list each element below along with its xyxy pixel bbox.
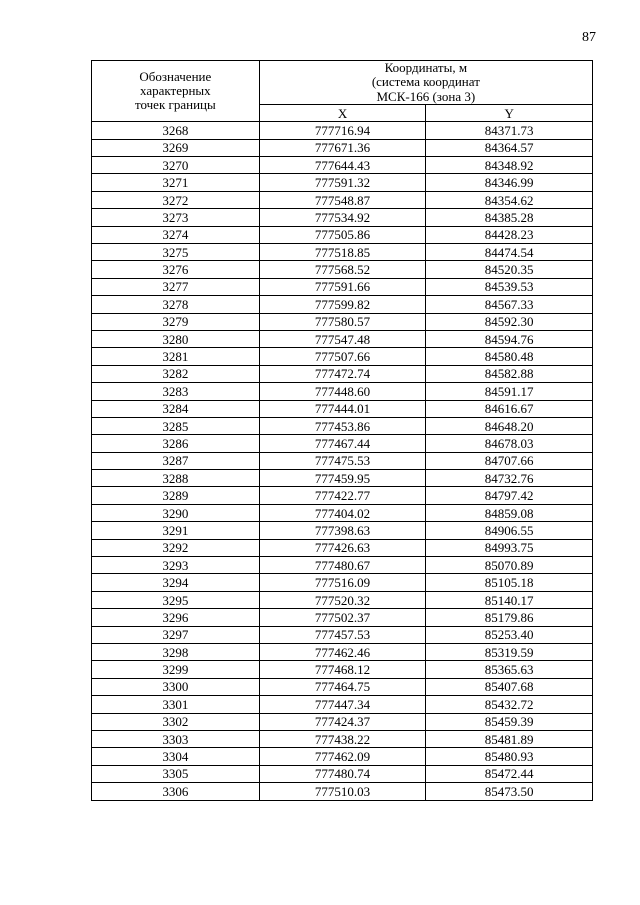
y-coordinate-cell: 84354.62 xyxy=(426,191,593,208)
y-coordinate-cell: 85140.17 xyxy=(426,591,593,608)
y-coordinate-cell: 85459.39 xyxy=(426,713,593,730)
table-row xyxy=(92,417,593,434)
point-id-cell: 3282 xyxy=(92,365,260,382)
table-row xyxy=(92,278,593,295)
x-coordinate-cell: 777534.92 xyxy=(259,209,426,226)
table-row xyxy=(92,522,593,539)
y-coordinate-cell: 84539.53 xyxy=(426,278,593,295)
header-points-line: характерных xyxy=(140,82,211,98)
table-row xyxy=(92,661,593,678)
y-coordinate-cell: 84428.23 xyxy=(426,226,593,243)
point-id-cell: 3278 xyxy=(92,296,260,313)
table-row xyxy=(92,313,593,330)
y-coordinate-cell: 85070.89 xyxy=(426,557,593,574)
x-coordinate-cell: 777468.12 xyxy=(259,661,426,678)
point-id-cell: 3292 xyxy=(92,539,260,556)
y-coordinate-cell: 84364.57 xyxy=(426,139,593,156)
x-coordinate-cell: 777464.75 xyxy=(259,678,426,695)
point-id-cell: 3295 xyxy=(92,591,260,608)
y-coordinate-cell: 84993.75 xyxy=(426,539,593,556)
point-id-cell: 3303 xyxy=(92,730,260,747)
y-coordinate-cell: 84707.66 xyxy=(426,452,593,469)
page-number: 87 xyxy=(582,30,596,45)
x-coordinate-cell: 777472.74 xyxy=(259,365,426,382)
x-coordinate-cell: 777520.32 xyxy=(259,591,426,608)
table-row xyxy=(92,730,593,747)
table-row xyxy=(92,504,593,521)
point-id-cell: 3276 xyxy=(92,261,260,278)
header-x: X xyxy=(259,104,426,121)
header-coords-line: (система координат xyxy=(371,74,480,90)
y-coordinate-cell: 84616.67 xyxy=(426,400,593,417)
table-row xyxy=(92,765,593,782)
table-row xyxy=(92,783,593,800)
point-id-cell: 3296 xyxy=(92,609,260,626)
y-coordinate-cell: 84648.20 xyxy=(426,417,593,434)
x-coordinate-cell: 777475.53 xyxy=(259,452,426,469)
point-id-cell: 3305 xyxy=(92,765,260,782)
table-row xyxy=(92,678,593,695)
table-row xyxy=(92,539,593,556)
x-coordinate-cell: 777462.46 xyxy=(259,644,426,661)
y-coordinate-cell: 85253.40 xyxy=(426,626,593,643)
table-row xyxy=(92,365,593,382)
y-coordinate-cell: 85179.86 xyxy=(426,609,593,626)
y-coordinate-cell: 84591.17 xyxy=(426,383,593,400)
x-coordinate-cell: 777568.52 xyxy=(259,261,426,278)
table-row xyxy=(92,696,593,713)
x-coordinate-cell: 777459.95 xyxy=(259,470,426,487)
header-points-line: Обозначение xyxy=(139,68,212,84)
x-coordinate-cell: 777547.48 xyxy=(259,330,426,347)
point-id-cell: 3294 xyxy=(92,574,260,591)
y-coordinate-cell: 85105.18 xyxy=(426,574,593,591)
x-coordinate-cell: 777438.22 xyxy=(259,730,426,747)
x-coordinate-cell: 777467.44 xyxy=(259,435,426,452)
point-id-cell: 3304 xyxy=(92,748,260,765)
x-coordinate-cell: 777580.57 xyxy=(259,313,426,330)
y-coordinate-cell: 84474.54 xyxy=(426,244,593,261)
table-row xyxy=(92,748,593,765)
table-header xyxy=(92,61,593,122)
table-row xyxy=(92,400,593,417)
y-coordinate-cell: 85319.59 xyxy=(426,644,593,661)
point-id-cell: 3288 xyxy=(92,470,260,487)
y-coordinate-cell: 84371.73 xyxy=(426,122,593,139)
table-row xyxy=(92,452,593,469)
table-row xyxy=(92,244,593,261)
table-row xyxy=(92,470,593,487)
y-coordinate-cell: 84732.76 xyxy=(426,470,593,487)
x-coordinate-cell: 777671.36 xyxy=(259,139,426,156)
header-points-line: точек границы xyxy=(134,97,216,113)
point-id-cell: 3302 xyxy=(92,713,260,730)
table-row xyxy=(92,435,593,452)
table-row xyxy=(92,383,593,400)
coordinates-table xyxy=(91,60,593,801)
point-id-cell: 3271 xyxy=(92,174,260,191)
point-id-cell: 3277 xyxy=(92,278,260,295)
table-row xyxy=(92,348,593,365)
y-coordinate-cell: 84592.30 xyxy=(426,313,593,330)
table-row xyxy=(92,122,593,139)
header-points xyxy=(92,61,260,122)
table-body xyxy=(92,122,593,800)
y-coordinate-cell: 84580.48 xyxy=(426,348,593,365)
point-id-cell: 3300 xyxy=(92,678,260,695)
x-coordinate-cell: 777457.53 xyxy=(259,626,426,643)
table-row xyxy=(92,191,593,208)
point-id-cell: 3268 xyxy=(92,122,260,139)
header-coords-line: МСК-166 (зона 3) xyxy=(376,88,476,104)
point-id-cell: 3299 xyxy=(92,661,260,678)
point-id-cell: 3301 xyxy=(92,696,260,713)
point-id-cell: 3281 xyxy=(92,348,260,365)
point-id-cell: 3287 xyxy=(92,452,260,469)
x-coordinate-cell: 777516.09 xyxy=(259,574,426,591)
point-id-cell: 3279 xyxy=(92,313,260,330)
x-coordinate-cell: 777716.94 xyxy=(259,122,426,139)
y-coordinate-cell: 84859.08 xyxy=(426,504,593,521)
point-id-cell: 3270 xyxy=(92,157,260,174)
point-id-cell: 3306 xyxy=(92,783,260,800)
point-id-cell: 3273 xyxy=(92,209,260,226)
header-y: Y xyxy=(426,104,593,121)
y-coordinate-cell: 85472.44 xyxy=(426,765,593,782)
x-coordinate-cell: 777444.01 xyxy=(259,400,426,417)
y-coordinate-cell: 84594.76 xyxy=(426,330,593,347)
point-id-cell: 3272 xyxy=(92,191,260,208)
point-id-cell: 3280 xyxy=(92,330,260,347)
x-coordinate-cell: 777591.66 xyxy=(259,278,426,295)
x-coordinate-cell: 777591.32 xyxy=(259,174,426,191)
table-row xyxy=(92,644,593,661)
table-row xyxy=(92,574,593,591)
y-coordinate-cell: 84797.42 xyxy=(426,487,593,504)
x-coordinate-cell: 777424.37 xyxy=(259,713,426,730)
table-row xyxy=(92,713,593,730)
point-id-cell: 3291 xyxy=(92,522,260,539)
y-coordinate-cell: 85481.89 xyxy=(426,730,593,747)
y-coordinate-cell: 84385.28 xyxy=(426,209,593,226)
point-id-cell: 3275 xyxy=(92,244,260,261)
x-coordinate-cell: 777426.63 xyxy=(259,539,426,556)
y-coordinate-cell: 84348.92 xyxy=(426,157,593,174)
x-coordinate-cell: 777398.63 xyxy=(259,522,426,539)
x-coordinate-cell: 777448.60 xyxy=(259,383,426,400)
x-coordinate-cell: 777518.85 xyxy=(259,244,426,261)
table-row xyxy=(92,296,593,313)
table-row xyxy=(92,157,593,174)
x-coordinate-cell: 777480.74 xyxy=(259,765,426,782)
y-coordinate-cell: 85432.72 xyxy=(426,696,593,713)
table-row xyxy=(92,557,593,574)
point-id-cell: 3285 xyxy=(92,417,260,434)
y-coordinate-cell: 85473.50 xyxy=(426,783,593,800)
point-id-cell: 3286 xyxy=(92,435,260,452)
table-row xyxy=(92,591,593,608)
x-coordinate-cell: 777510.03 xyxy=(259,783,426,800)
table-row xyxy=(92,261,593,278)
table-row xyxy=(92,174,593,191)
x-coordinate-cell: 777644.43 xyxy=(259,157,426,174)
x-coordinate-cell: 777462.09 xyxy=(259,748,426,765)
y-coordinate-cell: 84567.33 xyxy=(426,296,593,313)
table-row xyxy=(92,139,593,156)
y-coordinate-cell: 84346.99 xyxy=(426,174,593,191)
header-coordinates xyxy=(259,61,592,105)
y-coordinate-cell: 84906.55 xyxy=(426,522,593,539)
y-coordinate-cell: 85365.63 xyxy=(426,661,593,678)
x-coordinate-cell: 777505.86 xyxy=(259,226,426,243)
x-coordinate-cell: 777447.34 xyxy=(259,696,426,713)
table-row xyxy=(92,209,593,226)
x-coordinate-cell: 777507.66 xyxy=(259,348,426,365)
point-id-cell: 3283 xyxy=(92,383,260,400)
point-id-cell: 3297 xyxy=(92,626,260,643)
y-coordinate-cell: 84678.03 xyxy=(426,435,593,452)
point-id-cell: 3293 xyxy=(92,557,260,574)
y-coordinate-cell: 85480.93 xyxy=(426,748,593,765)
point-id-cell: 3274 xyxy=(92,226,260,243)
point-id-cell: 3269 xyxy=(92,139,260,156)
y-coordinate-cell: 84520.35 xyxy=(426,261,593,278)
table-row xyxy=(92,487,593,504)
x-coordinate-cell: 777480.67 xyxy=(259,557,426,574)
point-id-cell: 3298 xyxy=(92,644,260,661)
table-row xyxy=(92,330,593,347)
point-id-cell: 3289 xyxy=(92,487,260,504)
table-row xyxy=(92,609,593,626)
x-coordinate-cell: 777548.87 xyxy=(259,191,426,208)
header-coords-line: Координаты, м xyxy=(384,60,468,75)
table-row xyxy=(92,626,593,643)
y-coordinate-cell: 85407.68 xyxy=(426,678,593,695)
y-coordinate-cell: 84582.88 xyxy=(426,365,593,382)
x-coordinate-cell: 777599.82 xyxy=(259,296,426,313)
point-id-cell: 3284 xyxy=(92,400,260,417)
x-coordinate-cell: 777502.37 xyxy=(259,609,426,626)
point-id-cell: 3290 xyxy=(92,504,260,521)
x-coordinate-cell: 777422.77 xyxy=(259,487,426,504)
table-row xyxy=(92,226,593,243)
x-coordinate-cell: 777404.02 xyxy=(259,504,426,521)
x-coordinate-cell: 777453.86 xyxy=(259,417,426,434)
